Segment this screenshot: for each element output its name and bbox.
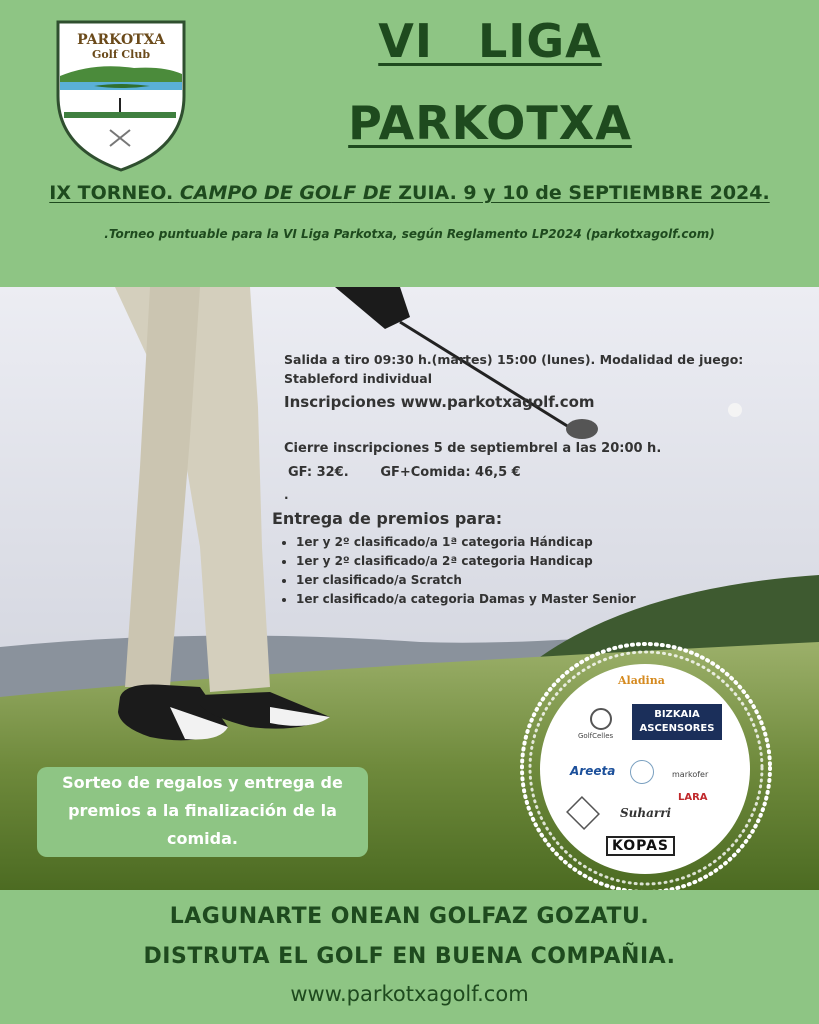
- premio-item: • 1er y 2º clasificado/a 2ª categoria Handicap: [296, 552, 636, 571]
- sponsor-aladina: Aladina: [618, 674, 665, 687]
- premios-title: Entrega de premios para:: [272, 509, 503, 528]
- salida-text: Salida a tiro 09:30 h.(martes) 15:00 (lunes). Modalidad de juego: Stableford individual: [284, 352, 744, 386]
- logo-text-parkotxa: PARKOTXA: [77, 32, 165, 48]
- tournament-subtitle: IX TORNEO. CAMPO DE GOLF DE ZUIA. 9 y 10 de SEPTIEMBRE 2024.: [49, 182, 770, 204]
- sponsor-golfcelles-icon: [590, 708, 612, 730]
- premio-item: • 1er clasificado/a categoria Damas y Master Senior: [296, 590, 636, 609]
- premio-item: • 1er y 2º clasificado/a 1ª categoria Hándicap: [296, 533, 636, 552]
- title-parkotxa: PARKOTXA: [348, 96, 632, 150]
- sorteo-line-2: premios a la finalización de la: [68, 801, 337, 820]
- title-vi-liga: VI LIGA: [378, 14, 602, 68]
- inscripciones-text: Inscripciones www.parkotxagolf.com: [284, 393, 595, 411]
- logo-text-golf-club: Golf Club: [91, 48, 151, 61]
- precios-text: GF: 32€. GF+Comida: 46,5 €: [288, 465, 521, 480]
- sponsor-bg-logo-icon: [566, 796, 600, 830]
- golf-photo: [0, 287, 819, 890]
- sponsor-bizkaia-ascensores: BIZKAIA ASCENSORES: [632, 704, 722, 740]
- sponsor-suharri: Suharri: [620, 806, 672, 820]
- sponsor-areeta: Areeta: [570, 764, 616, 778]
- sorteo-line-3: comida.: [167, 829, 238, 848]
- footer-website[interactable]: www.parkotxagolf.com: [290, 982, 529, 1006]
- parkotxa-golf-club-logo: [54, 18, 188, 174]
- premio-item: • 1er clasificado/a Scratch: [296, 571, 636, 590]
- sponsor-kopas: KOPAS: [606, 836, 675, 856]
- sponsors-circle: [540, 664, 750, 874]
- sponsor-lara: LARA: [678, 792, 708, 803]
- cierre-text: Cierre inscripciones 5 de septiembrel a las 20:00 h.: [284, 441, 662, 456]
- sponsor-a-logo-icon: [630, 760, 654, 784]
- sponsor-markofer: markofer: [672, 770, 709, 779]
- tournament-note: .Torneo puntuable para la VI Liga Parkotxa, según Reglamento LP2024 (parkotxagolf.com): [104, 227, 715, 241]
- sorteo-line-1: Sorteo de regalos y entrega de: [62, 773, 343, 792]
- sponsor-golfcelles: GolfCelles: [578, 732, 614, 740]
- footer-spanish-slogan: DISTRUTA EL GOLF EN BUENA COMPAÑIA.: [143, 944, 676, 969]
- sorteo-box: [37, 767, 368, 857]
- footer-basque-slogan: LAGUNARTE ONEAN GOLFAZ GOZATU.: [169, 904, 650, 929]
- premios-list: [280, 533, 636, 609]
- stray-dot: .: [284, 488, 289, 502]
